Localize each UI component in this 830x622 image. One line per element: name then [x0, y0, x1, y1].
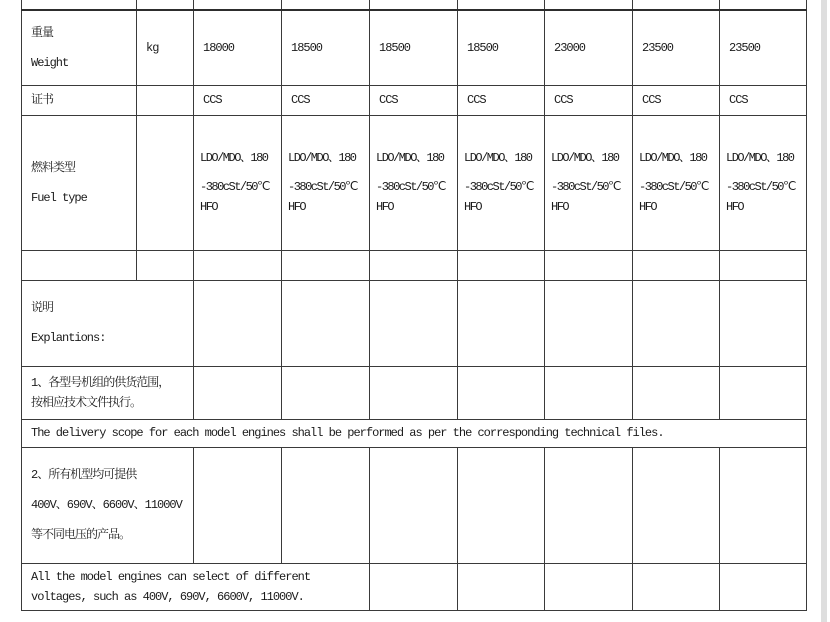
- cell-line: 18500: [291, 40, 323, 55]
- cell-line: HFO: [639, 200, 657, 214]
- note1-cn-row: [22, 366, 807, 419]
- explanations-row: [22, 280, 807, 366]
- weight-row-cell: [720, 10, 807, 85]
- certificate-row-cell: [137, 85, 194, 115]
- spec-table-body: [22, 0, 807, 610]
- weight-row-cell: [194, 10, 282, 85]
- cell-line: 等不同电压的产品。: [31, 528, 131, 542]
- note2-cn-row-cell: [194, 447, 282, 563]
- note1-cn-row-cell: [22, 366, 194, 419]
- certificate-row-cell: [22, 85, 137, 115]
- empty-row-cell: [282, 250, 370, 280]
- cell-line: 18500: [379, 40, 411, 55]
- weight-row-cell: [633, 10, 720, 85]
- certificate-row: [22, 85, 807, 115]
- empty-row-cell: [458, 250, 545, 280]
- empty-row-cell: [370, 250, 458, 280]
- note1-cn-row-cell: [282, 366, 370, 419]
- cell-line: CCS: [291, 93, 310, 107]
- note1-cn-row-cell: [458, 366, 545, 419]
- explanations-row-cell: [633, 280, 720, 366]
- weight-row-cell: [22, 10, 137, 85]
- partial-top-row-cell: [458, 0, 545, 10]
- cell-line: -380cSt/50℃: [726, 180, 795, 194]
- fuel-type-row-cell: [633, 115, 720, 250]
- note2-en-row-cell: [22, 563, 370, 610]
- cell-line: Explantions:: [31, 331, 106, 345]
- cell-line: CCS: [642, 93, 661, 107]
- cell-line: CCS: [467, 93, 486, 107]
- empty-row-cell: [545, 250, 633, 280]
- cell-line: kg: [146, 40, 159, 55]
- cell-line: CCS: [379, 93, 398, 107]
- empty-row-cell: [137, 250, 194, 280]
- cell-line: Fuel type: [31, 190, 87, 205]
- cell-line: LDO/MDO、180: [639, 151, 707, 165]
- weight-row: [22, 10, 807, 85]
- weight-row-cell: [545, 10, 633, 85]
- partial-top-row-cell: [194, 0, 282, 10]
- partial-top-row-cell: [282, 0, 370, 10]
- note1-cn-row-cell: [545, 366, 633, 419]
- fuel-type-row-cell: [545, 115, 633, 250]
- partial-top-row-cell: [22, 0, 137, 10]
- cell-line: 23500: [642, 40, 674, 55]
- explanations-row-cell: [194, 280, 282, 366]
- note1-en-row-cell: [22, 419, 807, 447]
- cell-line: HFO: [376, 200, 394, 214]
- partial-top-row-cell: [633, 0, 720, 10]
- cell-line: HFO: [288, 200, 306, 214]
- cell-line: HFO: [200, 200, 218, 214]
- note1-cn-row-cell: [633, 366, 720, 419]
- spec-table-wrap: [21, 0, 807, 611]
- note1-cn-row-cell: [370, 366, 458, 419]
- note1-en-row: [22, 419, 807, 447]
- certificate-row-cell: [282, 85, 370, 115]
- cell-line: -380cSt/50℃: [639, 180, 708, 194]
- cell-line: Weight: [31, 55, 69, 70]
- fuel-type-row-cell: [194, 115, 282, 250]
- empty-row: [22, 250, 807, 280]
- note2-en-row-cell: [633, 563, 720, 610]
- fuel-type-row-cell: [458, 115, 545, 250]
- note2-en-row-cell: [720, 563, 807, 610]
- cell-line: CCS: [729, 93, 748, 107]
- cell-line: LDO/MDO、180: [376, 151, 444, 165]
- certificate-row-cell: [545, 85, 633, 115]
- explanations-row-cell: [282, 280, 370, 366]
- note2-cn-row-cell: [370, 447, 458, 563]
- note2-cn-row-cell: [458, 447, 545, 563]
- cell-line: 燃料类型: [31, 160, 76, 175]
- cell-line: LDO/MDO、180: [726, 151, 794, 165]
- cell-line: -380cSt/50℃: [200, 180, 269, 194]
- note2-cn-row: [22, 447, 807, 563]
- partial-top-row-cell: [370, 0, 458, 10]
- cell-line: All the model engines can select of different: [31, 569, 311, 584]
- note2-cn-row-cell: [22, 447, 194, 563]
- cell-line: -380cSt/50℃: [464, 180, 533, 194]
- cell-line: 400V、690V、6600V、11000V: [31, 498, 182, 512]
- cell-line: -380cSt/50℃: [376, 180, 445, 194]
- note2-cn-row-cell: [633, 447, 720, 563]
- weight-row-cell: [282, 10, 370, 85]
- explanations-row-cell: [370, 280, 458, 366]
- empty-row-cell: [633, 250, 720, 280]
- explanations-row-cell: [545, 280, 633, 366]
- explanations-row-cell: [720, 280, 807, 366]
- note2-en-row-cell: [545, 563, 633, 610]
- cell-line: 23000: [554, 40, 586, 55]
- cell-line: HFO: [726, 200, 744, 214]
- note1-cn-row-cell: [720, 366, 807, 419]
- partial-top-row-cell: [137, 0, 194, 10]
- cell-line: LDO/MDO、180: [288, 151, 356, 165]
- explanations-row-cell: [458, 280, 545, 366]
- note2-cn-row-cell: [720, 447, 807, 563]
- certificate-row-cell: [458, 85, 545, 115]
- cell-line: 重量: [31, 25, 54, 40]
- partial-top-row-cell: [545, 0, 633, 10]
- weight-row-cell: [137, 10, 194, 85]
- note2-en-row-cell: [370, 563, 458, 610]
- note2-cn-row-cell: [282, 447, 370, 563]
- cell-line: 23500: [729, 40, 761, 55]
- explanations-row-cell: [22, 280, 194, 366]
- cell-line: 按相应技术文件执行。: [31, 395, 142, 410]
- note1-cn-row-cell: [194, 366, 282, 419]
- cell-line: voltages, such as 400V, 690V, 6600V, 11000V.: [31, 589, 304, 604]
- spec-table: [21, 0, 807, 611]
- empty-row-cell: [194, 250, 282, 280]
- note2-cn-row-cell: [545, 447, 633, 563]
- cell-line: -380cSt/50℃: [551, 180, 620, 194]
- cell-line: -380cSt/50℃: [288, 180, 357, 194]
- fuel-type-row-cell: [22, 115, 137, 250]
- note2-en-row-cell: [458, 563, 545, 610]
- certificate-row-cell: [370, 85, 458, 115]
- certificate-row-cell: [720, 85, 807, 115]
- partial-top-row: [22, 0, 807, 10]
- fuel-type-row-cell: [720, 115, 807, 250]
- fuel-type-row-cell: [137, 115, 194, 250]
- note2-en-row: [22, 563, 807, 610]
- cell-line: HFO: [551, 200, 569, 214]
- empty-row-cell: [22, 250, 137, 280]
- cell-line: 2、所有机型均可提供: [31, 468, 137, 482]
- weight-row-cell: [458, 10, 545, 85]
- fuel-type-row-cell: [282, 115, 370, 250]
- weight-row-cell: [370, 10, 458, 85]
- cell-line: CCS: [554, 93, 573, 107]
- cell-line: 18500: [467, 40, 499, 55]
- cell-line: LDO/MDO、180: [551, 151, 619, 165]
- fuel-type-row-cell: [370, 115, 458, 250]
- cell-line: 1、各型号机组的供货范围，: [31, 375, 170, 390]
- partial-top-row-cell: [720, 0, 807, 10]
- cell-line: The delivery scope for each model engines shall be performed as per the corresponding technical files.: [31, 426, 664, 440]
- cell-line: 说明: [31, 301, 54, 315]
- cell-line: CCS: [203, 93, 222, 107]
- fuel-type-row: [22, 115, 807, 250]
- cell-line: 18000: [203, 40, 235, 55]
- page-edge-strip: [821, 0, 827, 622]
- cell-line: LDO/MDO、180: [464, 151, 532, 165]
- cell-line: LDO/MDO、180: [200, 151, 268, 165]
- cell-line: HFO: [464, 200, 482, 214]
- certificate-row-cell: [633, 85, 720, 115]
- cell-line: 证书: [31, 93, 54, 107]
- certificate-row-cell: [194, 85, 282, 115]
- empty-row-cell: [720, 250, 807, 280]
